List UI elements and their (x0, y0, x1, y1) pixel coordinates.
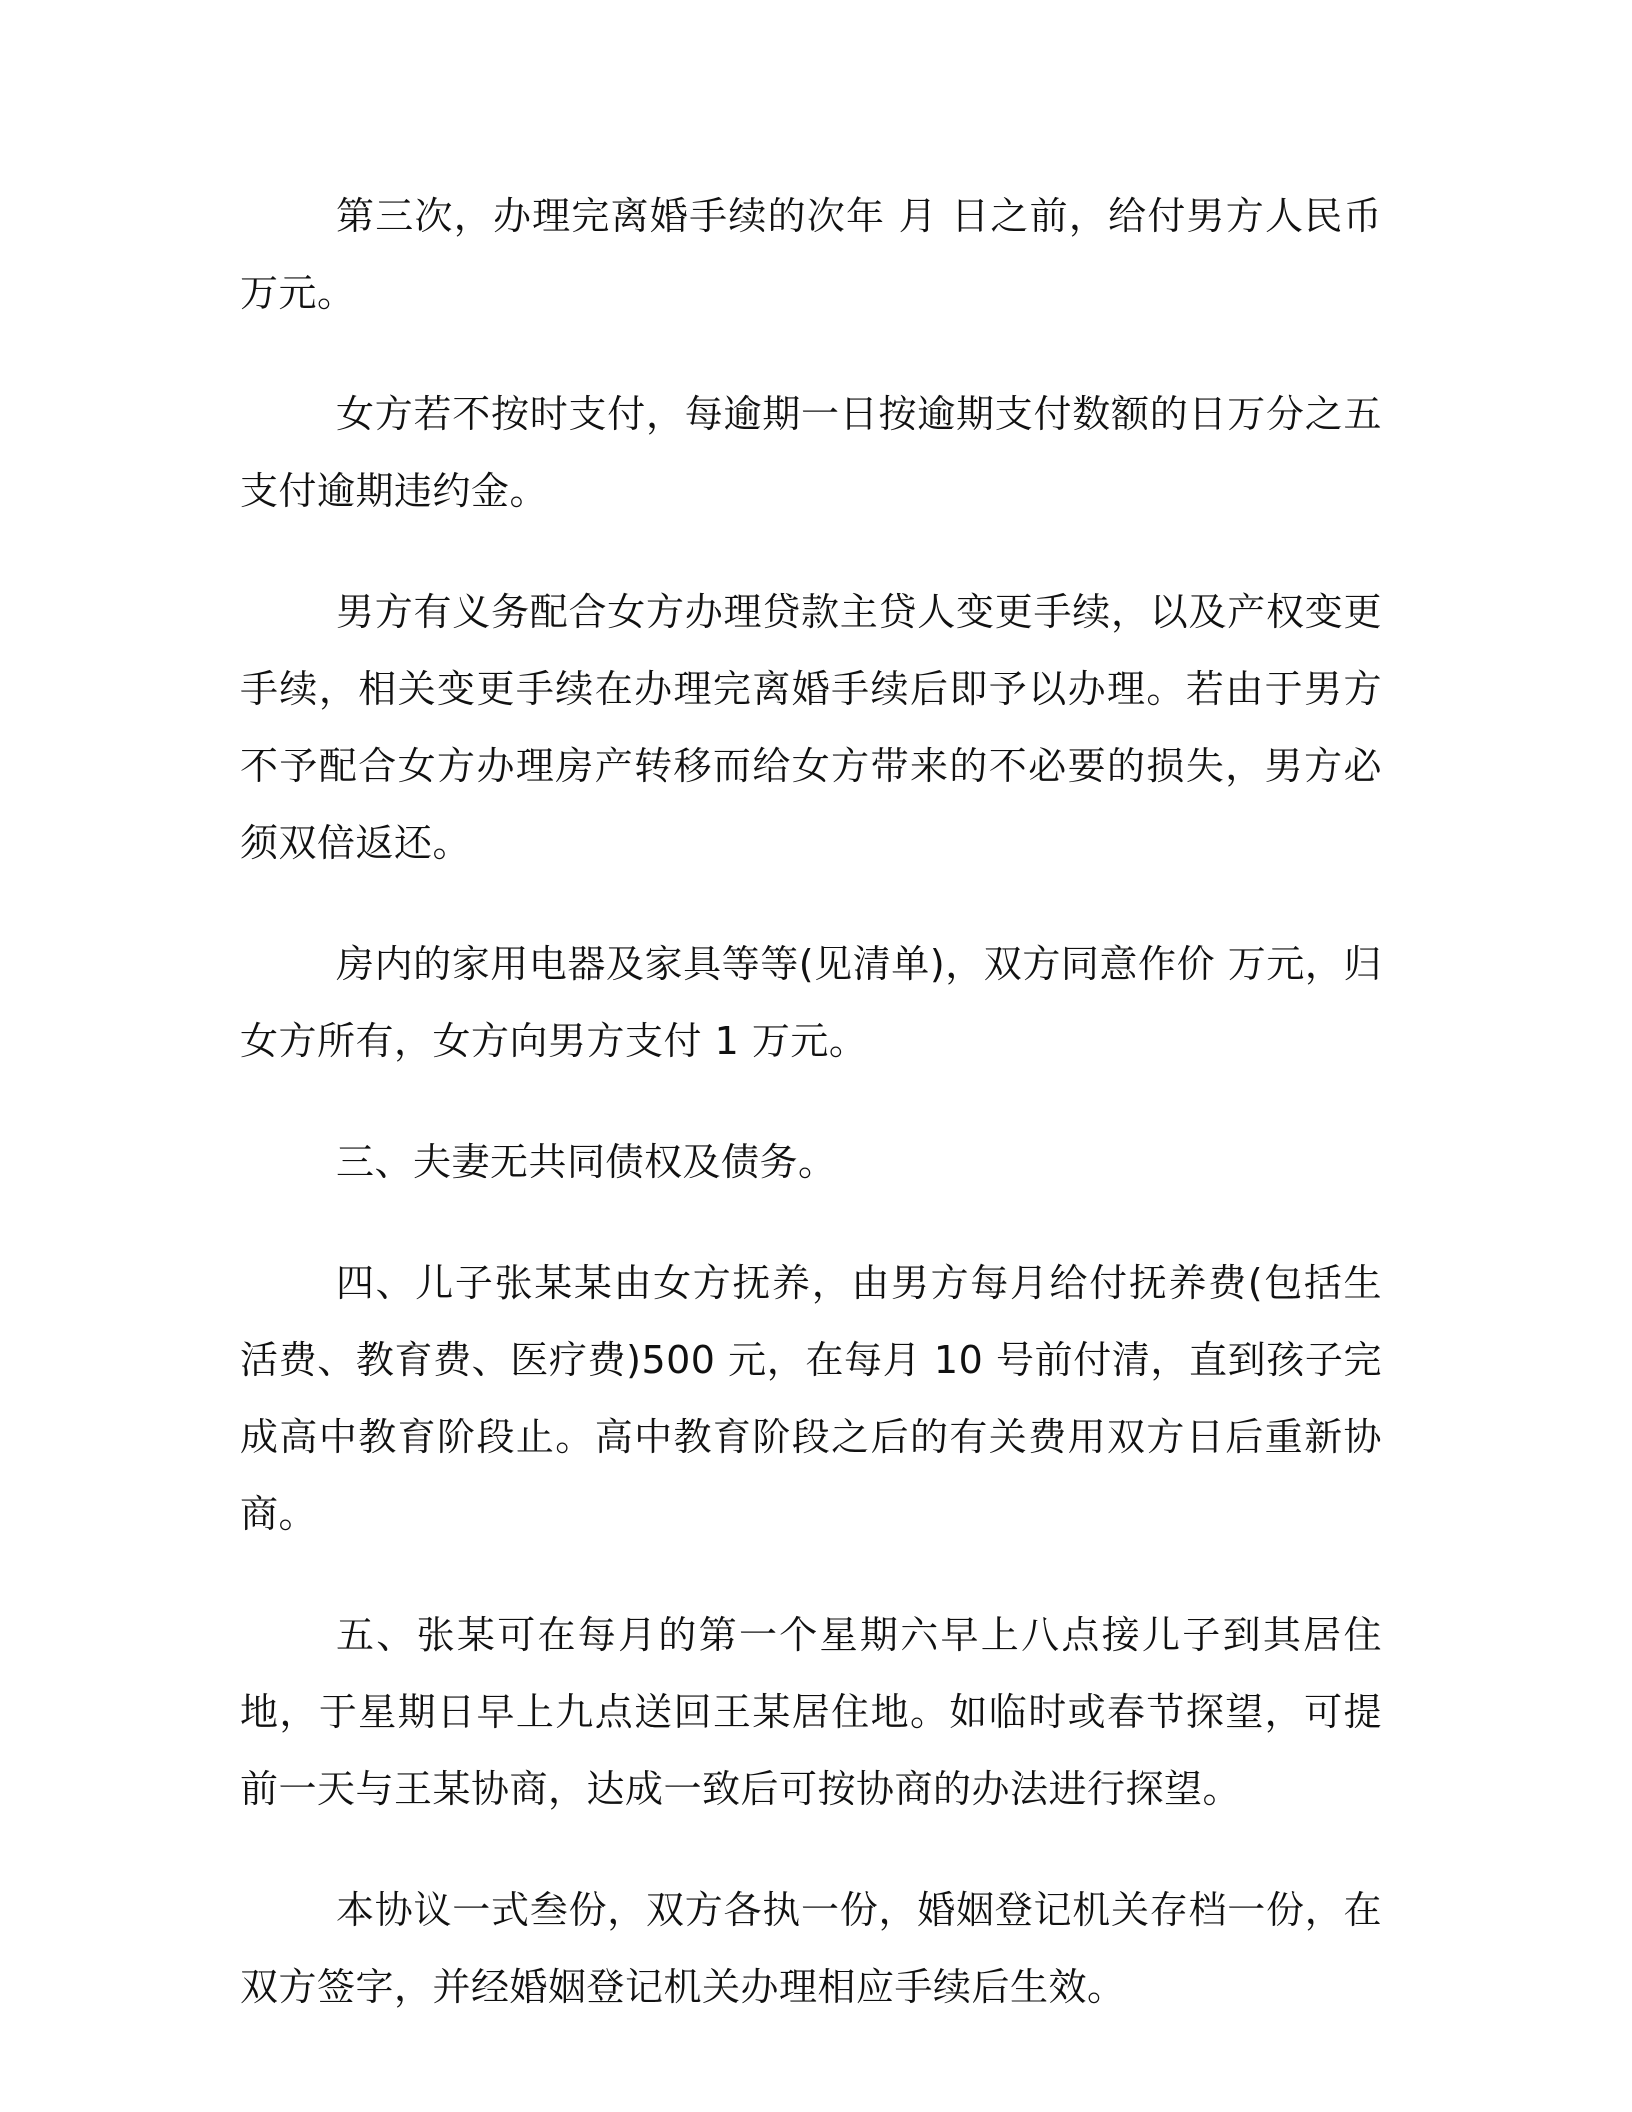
paragraph-child-support: 四、儿子张某某由女方抚养，由男方每月给付抚养费(包括生活费、教育费、医疗费)500 元，在每月 10 号前付清，直到孩子完成高中教育阶段止。高中教育阶段之后的有关费用双方日后重新协商。 (240, 1261, 1382, 1536)
paragraph-copies: 本协议一式叁份，双方各执一份，婚姻登记机关存档一份，在双方签字，并经婚姻登记机关办理相应手续后生效。 (240, 1888, 1382, 2009)
paragraph-debts: 三、夫妻无共同债权及债务。 (336, 1140, 837, 1184)
document-body (240, 178, 1382, 2070)
paragraph-third-payment: 第三次，办理完离婚手续的次年 月 日之前，给付男方人民币 万元。 (240, 194, 1382, 315)
paragraph-loan-transfer: 男方有义务配合女方办理贷款主贷人变更手续，以及产权变更手续，相关变更手续在办理完离婚手续后即予以办理。若由于男方不予配合女方办理房产转移而给女方带来的不必要的损失，男方必须双倍返还。 (240, 590, 1382, 865)
paragraph-late-penalty: 女方若不按时支付，每逾期一日按逾期支付数额的日万分之五支付逾期违约金。 (240, 392, 1382, 513)
paragraph-appliances: 房内的家用电器及家具等等(见清单)，双方同意作价 万元，归女方所有，女方向男方支付 1 万元。 (240, 942, 1382, 1063)
paragraph-visitation: 五、张某可在每月的第一个星期六早上八点接儿子到其居住地，于星期日早上九点送回王某居住地。如临时或春节探望，可提前一天与王某协商，达成一致后可按协商的办法进行探望。 (240, 1613, 1382, 1811)
